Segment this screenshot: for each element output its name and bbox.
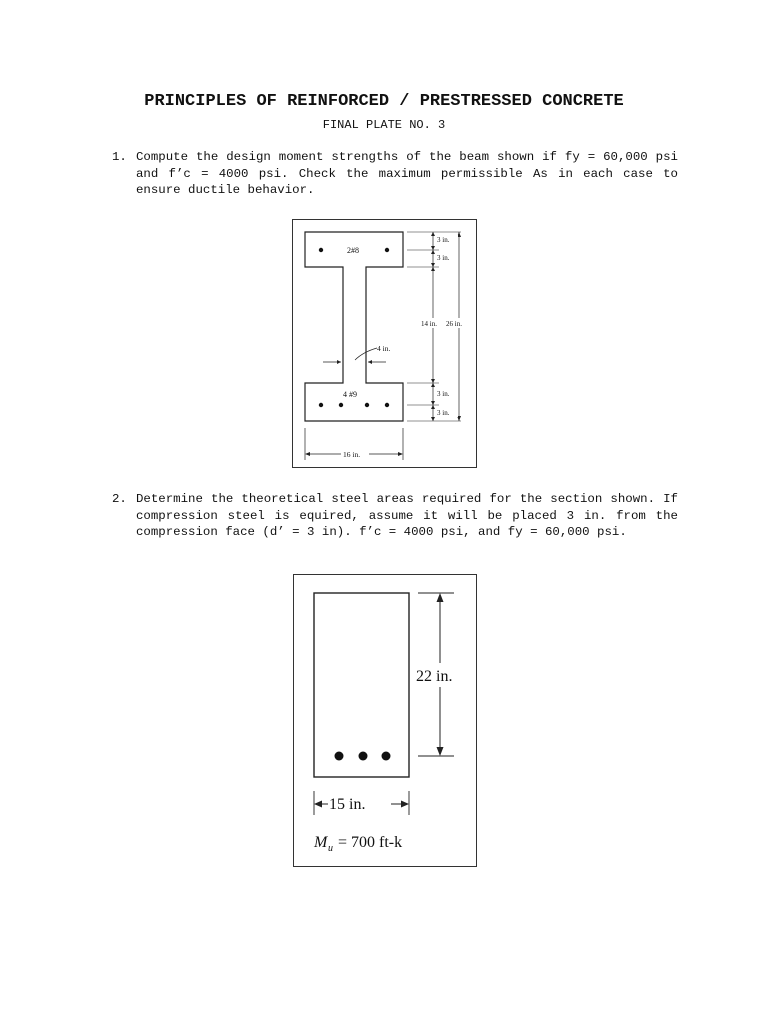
problem-2-text: Determine the theoretical steel areas required for the section shown. If compression steel is equired, assume it will be placed 3 in. from the compression face (d’ = 3 in). f’c = 4000 psi, and fy = 60,000 psi. [136,492,678,539]
document-subtitle: FINAL PLATE NO. 3 [322,118,446,132]
tension-bar [335,752,344,761]
dim-bottom-a-label: 3 in. [437,390,450,398]
tension-bar [359,752,368,761]
depth-label: 22 in. [416,668,453,685]
bottom-bars-label: 4 #9 [343,390,357,399]
tension-bar [382,752,391,761]
dim-bottom-b-label: 3 in. [437,409,450,417]
moment-subscript: u [328,843,333,854]
moment-value: = 700 ft-k [338,834,403,851]
dim-web-label: 14 in. [421,320,437,328]
top-bar [385,248,389,252]
ibeam-drawing [293,220,476,467]
problem-1-text: Compute the design moment strengths of the beam shown if fy = 60,000 psi and f’c = 4000 psi. Check the maximum permissible As in each case to ensure ductile behavior. [136,150,678,197]
top-bar [319,248,323,252]
figure-1-ibeam [292,219,477,468]
rect-beam-drawing [294,575,476,866]
web-dim-arrows [337,360,372,364]
problem-1 [112,149,678,199]
problem-1-number: 1. [112,150,127,164]
width-label: 15 in. [329,796,366,813]
top-bars-label: 2#8 [347,246,359,255]
bottom-bar [385,403,389,407]
document-title: PRINCIPLES OF REINFORCED / PRESTRESSED CONCRETE [144,92,624,111]
bottom-bar [339,403,343,407]
figure-2-rect-beam [293,574,477,867]
dim-top-cover-label: 3 in. [437,254,450,262]
rect-beam-outline [314,593,409,777]
moment-symbol: M [314,834,328,851]
dim-total-label: 26 in. [446,320,462,328]
problem-2 [112,491,678,541]
flange-width-label: 16 in. [343,450,361,459]
bottom-bar [365,403,369,407]
bottom-bar [319,403,323,407]
problem-2-number: 2. [112,492,127,506]
dim-top-flange-label: 3 in. [437,236,450,244]
web-width-label: 4 in. [377,344,391,353]
